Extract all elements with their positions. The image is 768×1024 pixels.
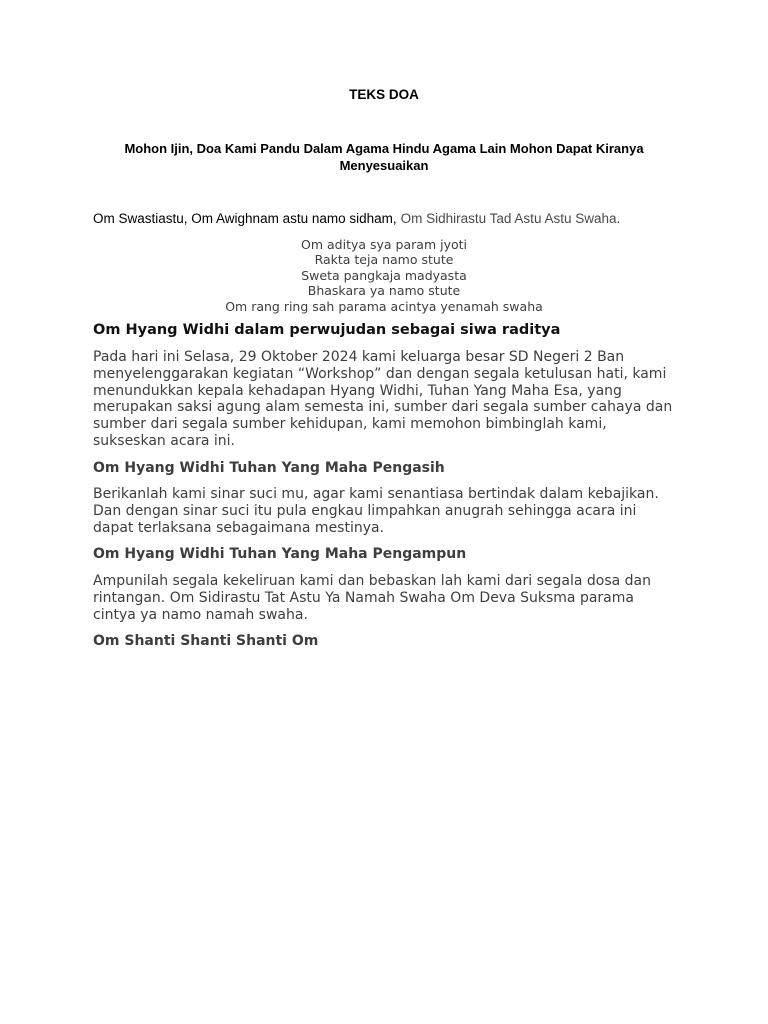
section-heading-siwa-raditya: Om Hyang Widhi dalam perwujudan sebagai siwa raditya [93, 322, 561, 338]
closing-line: Om Shanti Shanti Shanti Om [93, 633, 319, 649]
opening-greeting-part2: Om Sidhirastu Tad Astu Astu Swaha. [400, 211, 621, 226]
mantra-line: Om rang ring sah parama acintya yenamah swaha [225, 298, 543, 314]
section-body-maha-pengampun: Ampunilah segala kekeliruan kami dan bebaskan lah kami dari segala dosa dan rintangan. Om Sidirastu Tat Astu Ya Namah Swaha Om Deva Suksma parama cintya ya namo namah swaha. [93, 573, 651, 623]
mantra-line: Rakta teja namo stute [314, 252, 454, 268]
section-heading-maha-pengasih: Om Hyang Widhi Tuhan Yang Maha Pengasih [93, 460, 445, 476]
document-subtitle: Mohon Ijin, Doa Kami Pandu Dalam Agama Hindu Agama Lain Mohon Dapat Kiranya Menyesuaikan [124, 141, 644, 173]
opening-greeting [93, 211, 693, 226]
mantra-line: Bhaskara ya namo stute [307, 283, 461, 299]
opening-greeting-part1: Om Swastiastu, Om Awighnam astu namo sidham, [93, 211, 397, 226]
mantra-block [0, 237, 768, 314]
document-title: TEKS DOA [349, 87, 419, 102]
section-body-maha-pengasih: Berikanlah kami sinar suci mu, agar kami senantiasa bertindak dalam kebajikan. Dan dengan sinar suci itu pula engkau limpahkan anugrah sehingga acara ini dapat terlaksana sebagaimana mestinya. [93, 486, 659, 536]
section-heading-maha-pengampun: Om Hyang Widhi Tuhan Yang Maha Pengampun [93, 546, 467, 562]
mantra-line: Om aditya sya param jyoti [301, 237, 467, 252]
section-body-siwa-raditya: Pada hari ini Selasa, 29 Oktober 2024 kami keluarga besar SD Negeri 2 Ban menyelenggarakan kegiatan “Workshop” dan dengan segala ketulusan hati, kami menundukkan kepala kehadapan Hyang Widhi, Tuhan Yang Maha Esa, yang merupakan saksi agung alam semesta ini, sumber dari segala sumber cahaya dan sumber dari segala sumber kehidupan, kami memohon bimbinglah kami, sukseskan acara ini. [93, 349, 673, 449]
mantra-line: Sweta pangkaja madyasta [301, 267, 467, 283]
